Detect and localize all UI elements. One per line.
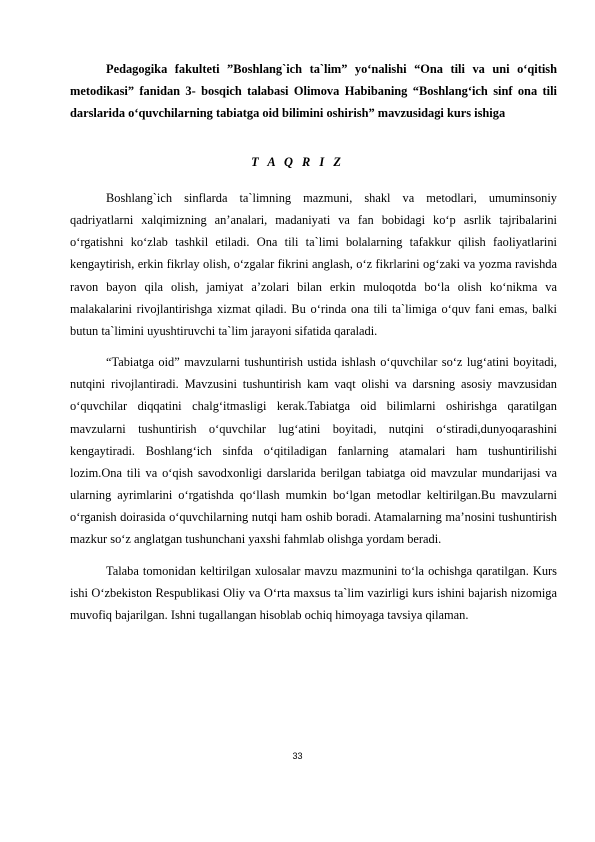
review-title: T A Q R I Z — [251, 155, 344, 169]
paragraph: Boshlang`ich sinflarda ta`limning mazmuni, shakl va metodlari, umuminsoniy qadriyatlarni xalqimizning an’analari, madaniyati va fan bobidagi ko‘p asrlik tajribalarini o‘rgatishni ko‘zlab tashkil etiladi. Ona tili ta`limi bolalarning tafakkur qilish faoliyatlarini kengaytirish, erkin fikrlay olish, o‘zgalar fikrini anglash, o‘z fikrlarini og‘zaki va yozma ravishda ravon bayon qila olish, jamiyat a’zolari bilan erkin muloqotda bo‘la olish ko‘nikma va malakalarini rivojlantirishga xizmat qiladi. Bu o‘rinda ona tili ta`limiga o‘quv fani emas, balki butun ta`limini uyushtiruvchi ta`lim jarayoni sifatida qaraladi. — [70, 191, 557, 338]
heading-text: Pedagogika fakulteti ”Boshlang`ich ta`lim” yo‘nalishi “Ona tili va uni o‘qitish metodikasi” fanidan 3- bosqich talabasi Olimova Habibaning “Boshlang‘ich sinf ona tili darslarida o‘quvchilarning tabiatga oid bilimini oshirish” mavzusidagi kurs ishiga — [70, 62, 557, 121]
review-body — [70, 187, 557, 635]
document-heading — [70, 58, 557, 124]
paragraph: Talaba tomonidan keltirilgan xulosalar mavzu mazmunini to‘la ochishga qaratilgan. Kurs ishi O‘zbekiston Respublikasi Oliy va O‘rta maxsus ta`lim vazirligi kurs ishini bajarish nizomiga muvofiq bajarilgan. Ishni tugallangan hisoblab ochiq himoyaga tavsiya qilaman. — [70, 563, 557, 622]
page-number: 33 — [292, 751, 303, 761]
paragraph: “Tabiatga oid” mavzularni tushuntirish ustida ishlash o‘quvchilar so‘z lug‘atini boyitadi, nutqini rivojlantiradi. Mavzusini tushuntirish kam vaqt olishi va darsning asosiy mavzusidan o‘quvchilar diqqatini chalg‘itmasligi kerak.Tabiatga oid bilimlarni oshirishga qaratilgan mavzularni tushuntirish o‘quvchilar lug‘atini boyitadi, nutqini o‘stiradi,dunyoqarashini kengaytiradi. Boshlang‘ich sinfda o‘qitiladigan fanlarning atamalari ham tushuntirilishi lozim.Ona tili va o‘qish savodxonligi darslarida berilgan tabiatga oid mavzular mundarijasi va ularning ayrimlarini o‘rgatishda qo‘llash mumkin bo‘lgan metodlar keltirilgan.Bu mavzularni o‘rganish doirasida o‘quvchilarning nutqi ham oshib boradi. Atamalarning ma’nosini tushuntirish mazkur so‘z anglatgan tushunchani yaxshi fahmlab olishga yordam beradi. — [70, 355, 557, 547]
